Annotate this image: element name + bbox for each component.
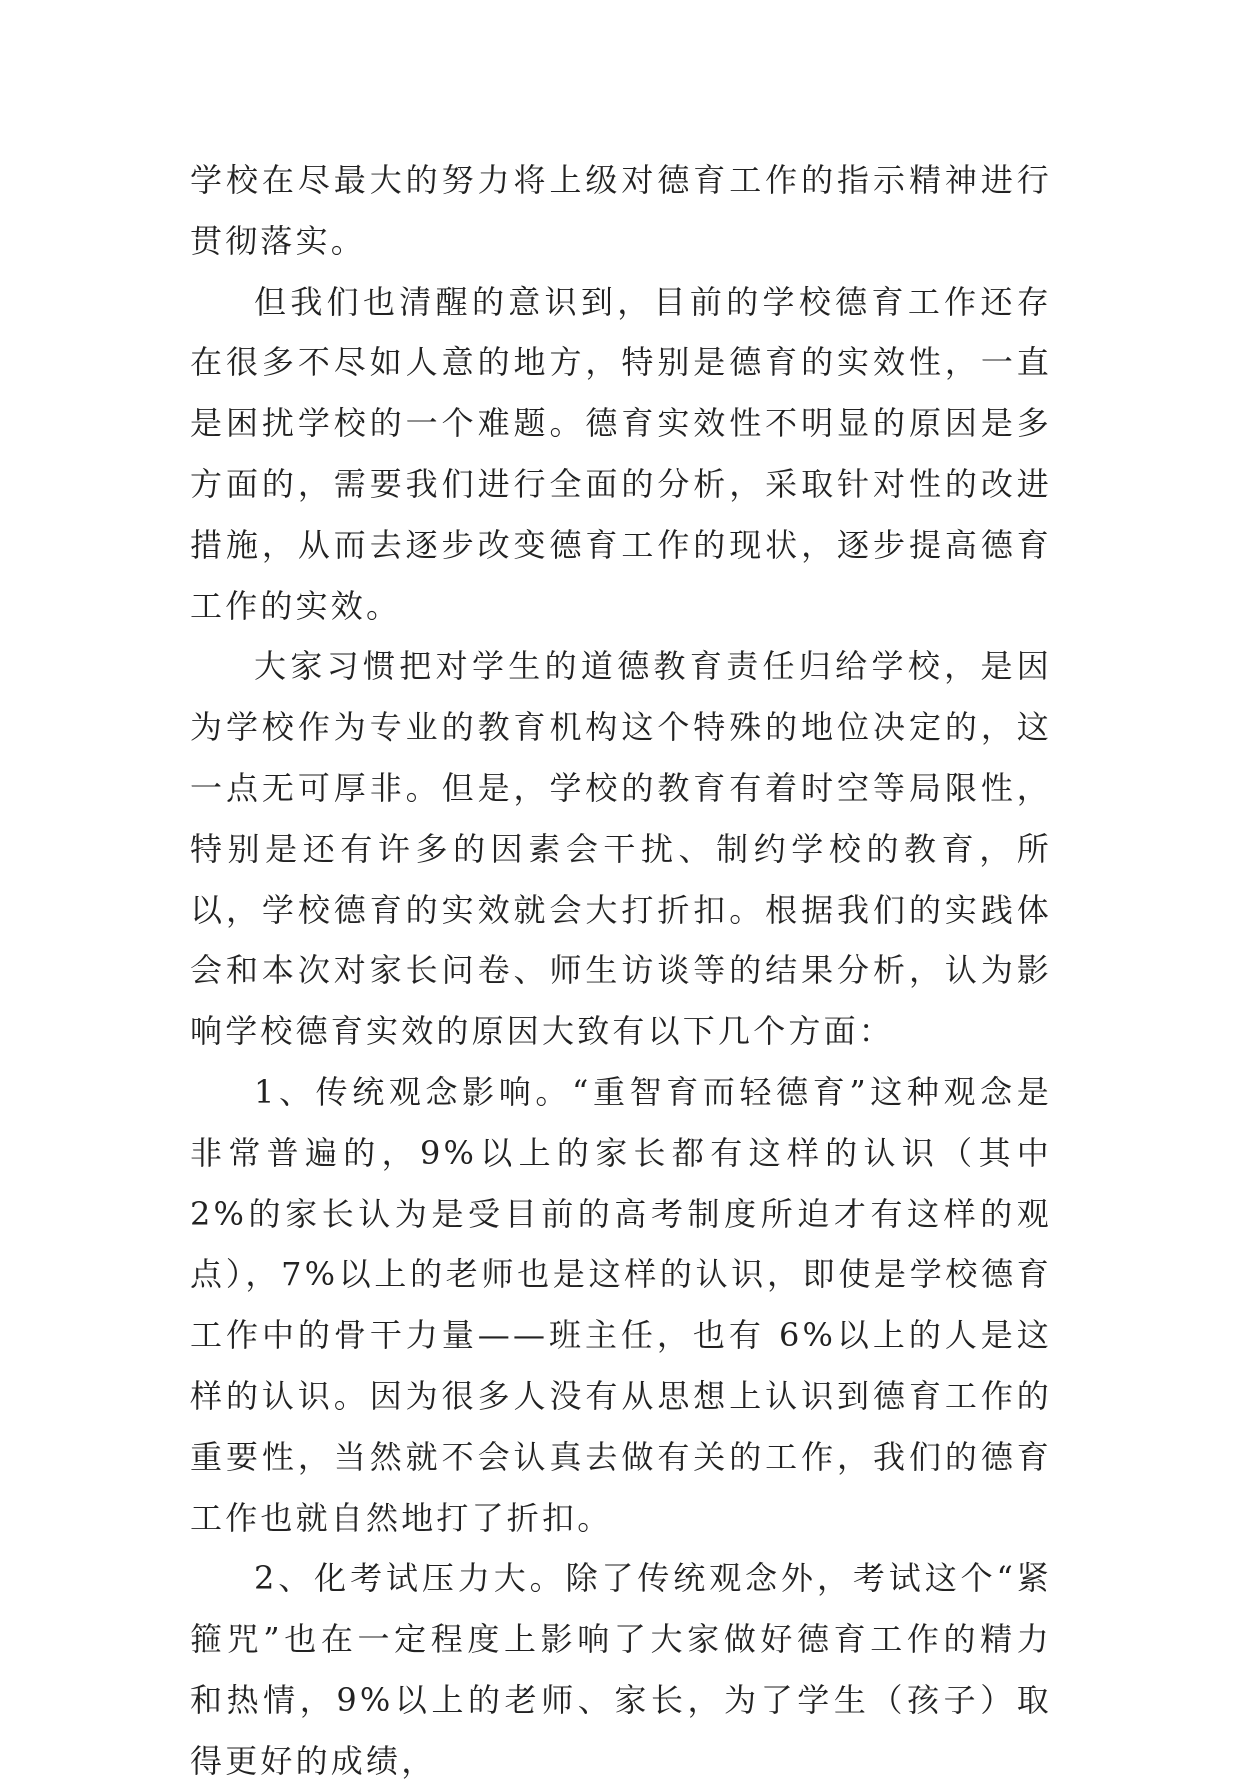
document-body xyxy=(190,150,1052,1792)
paragraph-4: 1、传统观念影响。“重智育而轻德育”这种观念是非常普遍的，9%以上的家长都有这样的认识（其中 2%的家长认为是受目前的高考制度所迫才有这样的观点），7%以上的老师也是这样的认识，即使是学校德育工作中的骨干力量——班主任，也有 6%以上的人是这样的认识。因为很多人没有从思想上认识到德育工作的重要性，当然就不会认真去做有关的工作，我们的德育工作也就自然地打了折扣。 xyxy=(190,1072,1052,1537)
paragraph-5: 2、化考试压力大。除了传统观念外，考试这个“紧箍咒”也在一定程度上影响了大家做好德育工作的精力和热情，9%以上的老师、家长，为了学生（孩子）取得更好的成绩， xyxy=(190,1559,1052,1780)
paragraph-3: 大家习惯把对学生的道德教育责任归给学校，是因为学校作为专业的教育机构这个特殊的地位决定的，这一点无可厚非。但是，学校的教育有着时空等局限性，特别是还有许多的因素会干扰、制约学校的教育，所以，学校德育的实效就会大打折扣。根据我们的实践体会和本次对家长问卷、师生访谈等的结果分析，认为影响学校德育实效的原因大致有以下几个方面： xyxy=(190,647,1052,1051)
paragraph-2: 但我们也清醒的意识到，目前的学校德育工作还存在很多不尽如人意的地方，特别是德育的实效性，一直是困扰学校的一个难题。德育实效性不明显的原因是多方面的，需要我们进行全面的分析，采取针对性的改进措施，从而去逐步改变德育工作的现状，逐步提高德育工作的实效。 xyxy=(190,282,1052,625)
paragraph-1: 学校在尽最大的努力将上级对德育工作的指示精神进行贯彻落实。 xyxy=(190,161,1052,260)
